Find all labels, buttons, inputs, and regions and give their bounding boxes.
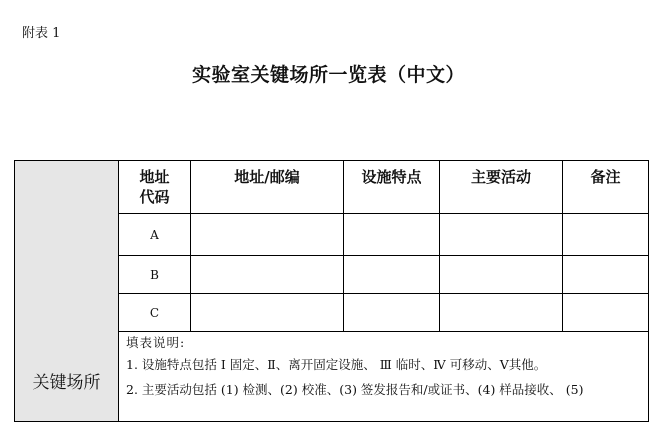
header-activities: 主要活动 bbox=[440, 161, 563, 214]
cell-activities[interactable] bbox=[440, 294, 563, 332]
cell-remarks[interactable] bbox=[563, 256, 649, 294]
cell-features[interactable] bbox=[344, 214, 440, 256]
side-label-cell bbox=[15, 161, 119, 422]
row-code: B bbox=[119, 256, 191, 294]
page-title: 实验室关键场所一览表（中文） bbox=[191, 64, 465, 86]
cell-features[interactable] bbox=[344, 294, 440, 332]
key-locations-table bbox=[14, 160, 649, 422]
header-features: 设施特点 bbox=[344, 161, 440, 214]
cell-address[interactable] bbox=[191, 256, 344, 294]
notes-line-1: 1. 设施特点包括 Ⅰ 固定、Ⅱ、离开固定设施、 Ⅲ 临时、Ⅳ 可移动、Ⅴ其他。 bbox=[126, 357, 547, 372]
notes-heading: 填表说明: bbox=[126, 335, 186, 350]
cell-address[interactable] bbox=[191, 214, 344, 256]
header-remarks: 备注 bbox=[563, 161, 649, 214]
side-label: 关键场所 bbox=[32, 373, 101, 393]
row-code: A bbox=[119, 214, 191, 256]
notes-cell bbox=[119, 332, 649, 422]
cell-features[interactable] bbox=[344, 256, 440, 294]
row-code: C bbox=[119, 294, 191, 332]
notes-line-2: 2. 主要活动包括 (1) 检测、(2) 校准、(3) 签发报告和/或证书、(4) 样品接收、 (5) bbox=[126, 382, 584, 397]
cell-address[interactable] bbox=[191, 294, 344, 332]
annex-label: 附表 1 bbox=[22, 26, 61, 41]
cell-remarks[interactable] bbox=[563, 214, 649, 256]
cell-activities[interactable] bbox=[440, 214, 563, 256]
cell-remarks[interactable] bbox=[563, 294, 649, 332]
header-address: 地址/邮编 bbox=[191, 161, 344, 214]
cell-activities[interactable] bbox=[440, 256, 563, 294]
header-code: 地址 代码 bbox=[119, 161, 191, 214]
